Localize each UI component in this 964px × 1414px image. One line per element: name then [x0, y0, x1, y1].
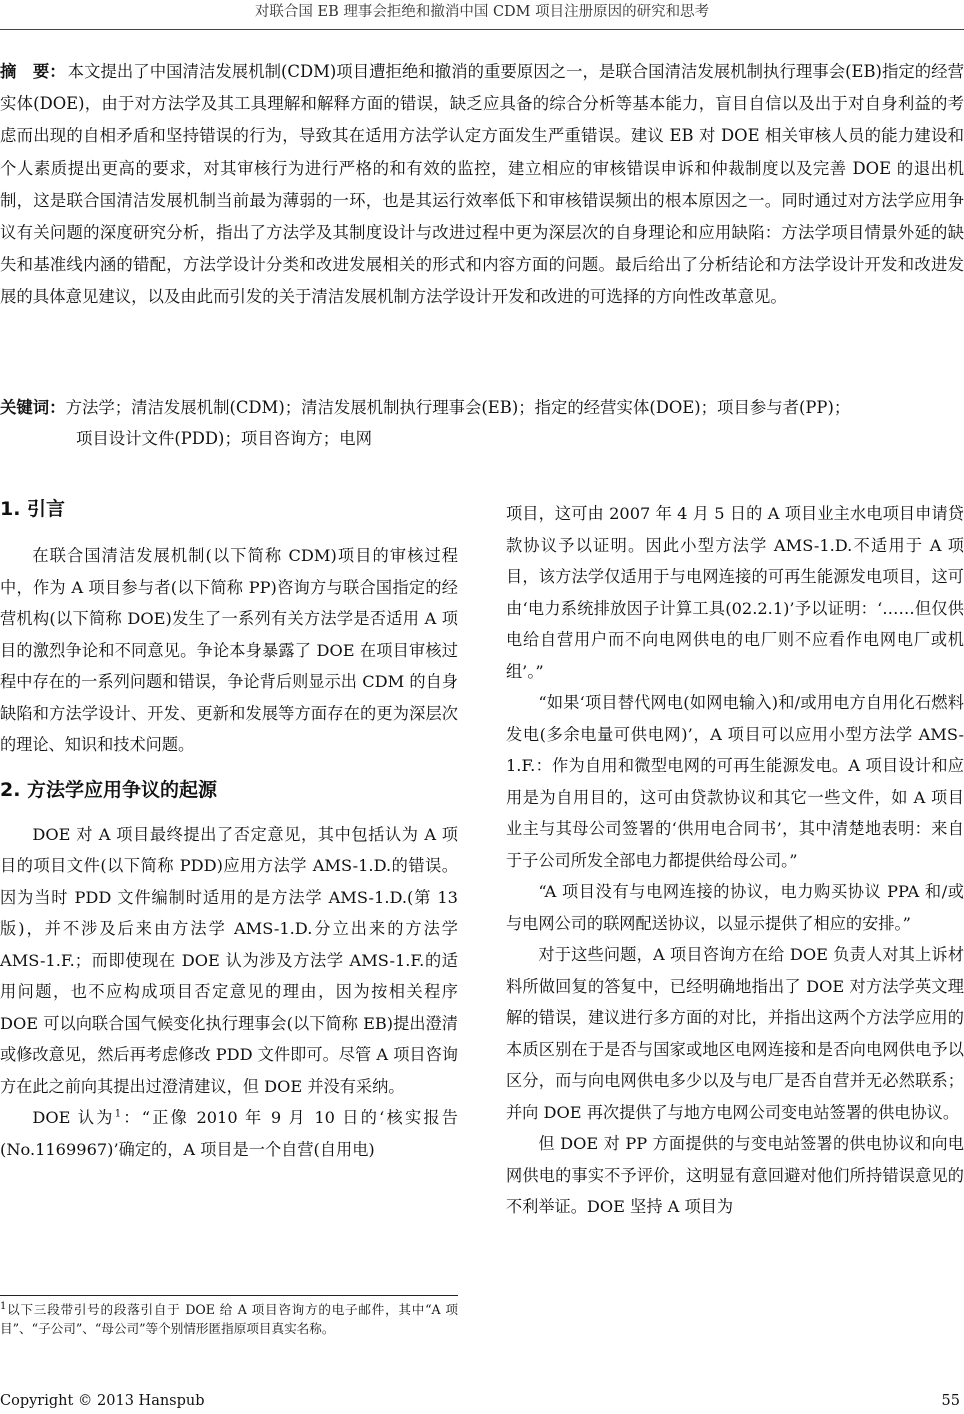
copyright-footer: Copyright © 2013 Hanspub — [0, 1393, 205, 1409]
keywords-text-1: 方法学；清洁发展机制(CDM)；清洁发展机制执行理事会(EB)；指定的经营实体(DOE)；项目参与者(PP)； — [65, 398, 851, 417]
section-2-paragraph-1: DOE 对 A 项目最终提出了否定意见，其中包括认为 A 项目的项目文件(以下简称 PDD)应用方法学 AMS-1.D.的错误。因为当时 PDD 文件编制时适用的是方法学 AMS-1.D.(第 13 版)，并不涉及后来由方法学 AMS-1.D.分立出来的方法学 AMS-1.F.；而即使现在 DOE 认为涉及方法学 AMS-1.F.的适用问题，也不应构成项目否定意见的理由，因为按相关程序 DOE 可以向联合国气候变化执行理事会(以下简称 EB)提出澄清或修改意见，然后再考虑修改 PDD 文件即可。尽管 A 项目咨询方在此之前向其提出过澄清建议，但 DOE 并没有采纳。 — [0, 824, 458, 1096]
footnote-rule — [0, 1295, 458, 1296]
footnote-ref: 1 — [114, 1108, 122, 1120]
right-paragraph-3: “A 项目没有与电网连接的协议，电力购买协议 PPA 和/或与电网公司的联网配送协议，以显示提供了相应的安排。” — [506, 882, 964, 933]
footnote — [0, 1300, 458, 1338]
abstract-label: 摘 要： — [0, 62, 66, 81]
header-rule — [0, 29, 964, 30]
right-paragraph-1: 项目，这可由 2007 年 4 月 5 日的 A 项目业主水电项目申请贷款协议予以证明。因此小型方法学 AMS-1.D.不适用于 A 项目，该方法学仅适用于与电网连接的可再生能源发电项目，这可由‘电力系统排放因子计算工具(02.2.1)’予以证明：‘……但仅供电给自营用户而不向电网供电的电厂则不应看作电网电厂或机组’。” — [506, 504, 964, 681]
right-column — [506, 498, 964, 1223]
doe-says-lead: DOE 认为 — [32, 1108, 115, 1127]
section-2-title: 2. 方法学应用争议的起源 — [0, 778, 218, 801]
keywords-label: 关键词： — [0, 398, 66, 417]
abstract — [0, 56, 964, 314]
footnote-text: 以下三段带引号的段落引自于 DOE 给 A 项目咨询方的电子邮件，其中“A 项目”、“子公司”、“母公司”等个别情形匿指原项目真实名称。 — [0, 1302, 458, 1336]
keywords — [0, 392, 964, 454]
doe-says-quote: ：“正像 2010 年 9 月 10 日的‘核实报告(No.1169967)’确定的，A 项目是一个自营(自用电) — [0, 1108, 458, 1159]
section-2-paragraph-2 — [0, 1102, 458, 1165]
running-header: 对联合国 EB 理事会拒绝和撤消中国 CDM 项目注册原因的研究和思考 — [254, 4, 710, 20]
left-column — [0, 494, 458, 1165]
right-paragraph-4: 对于这些问题，A 项目咨询方在给 DOE 负责人对其上诉材料所做回复的答复中，已经明确地指出了 DOE 对方法学英文理解的错误，建议进行多方面的对比，并指出这两个方法学应用的本质区别在于是否与国家或地区电网连接和是否向电网供电予以区分，而与向电网供电多少以及与电厂是否自营并无必然联系；并向 DOE 再次提供了与地方电网公司变电站签署的供电协议。 — [506, 945, 964, 1122]
section-1-paragraph: 在联合国清洁发展机制(以下简称 CDM)项目的审核过程中，作为 A 项目参与者(以下简称 PP)咨询方与联合国指定的经营机构(以下简称 DOE)发生了一系列有关方法学是否适用 A 项目的激烈争论和不同意见。争论本身暴露了 DOE 在项目审核过程中存在的一系列问题和错误，争论背后则显示出 CDM 的自身缺陷和方法学设计、开发、更新和发展等方面存在的更为深层次的理论、知识和技术问题。 — [0, 546, 458, 754]
right-paragraph-5: 但 DOE 对 PP 方面提供的与变电站签署的供电协议和向电网供电的事实不予评价，这明显有意回避对他们所持错误意见的不利举证。DOE 坚持 A 项目为 — [506, 1134, 964, 1216]
keywords-line-1 — [0, 392, 964, 423]
section-1-title: 1. 引言 — [0, 498, 66, 520]
keywords-line-2: 项目设计文件(PDD)；项目咨询方；电网 — [76, 429, 372, 448]
footnote-marker: 1 — [0, 1300, 7, 1312]
right-paragraph-2: “如果‘项目替代网电(如网电输入)和/或用电方自用化石燃料发电(多余电量可供电网)’，A 项目可以应用小型方法学 AMS-1.F.：作为自用和微型电网的可再生能源发电。A 项目设计和应用是为自用目的，这可由贷款协议和其它一些文件，如 A 项目业主与其母公司签署的‘供用电合同书’，其中清楚地表明：来自于子公司所发全部电力都提供给母公司。” — [506, 693, 964, 870]
abstract-text: 本文提出了中国清洁发展机制(CDM)项目遭拒绝和撤消的重要原因之一，是联合国清洁发展机制执行理事会(EB)指定的经营实体(DOE)，由于对方法学及其工具理解和解释方面的错误，缺乏应具备的综合分析等基本能力，盲目自信以及出于对自身利益的考虑而出现的自相矛盾和坚持错误的行为，导致其在适用方法学认定方面发生严重错误。建议 EB 对 DOE 相关审核人员的能力建设和个人素质提出更高的要求，对其审核行为进行严格的和有效的监控，建立相应的审核错误申诉和仲裁制度以及完善 DOE 的退出机制，这是联合国清洁发展机制当前最为薄弱的一环，也是其运行效率低下和审核错误频出的根本原因之一。同时通过对方法学应用争议有关问题的深度研究分析，指出了方法学及其制度设计与改进过程中更为深层次的自身理论和应用缺陷：方法学项目情景外延的缺失和基准线内涵的错配，方法学设计分类和改进发展相关的形式和内容方面的问题。最后给出了分析结论和方法学设计开发和改进发展的具体意见建议，以及由此而引发的关于清洁发展机制方法学设计开发和改进的可选择的方向性改革意见。 — [0, 62, 964, 307]
page-number: 55 — [941, 1393, 960, 1409]
